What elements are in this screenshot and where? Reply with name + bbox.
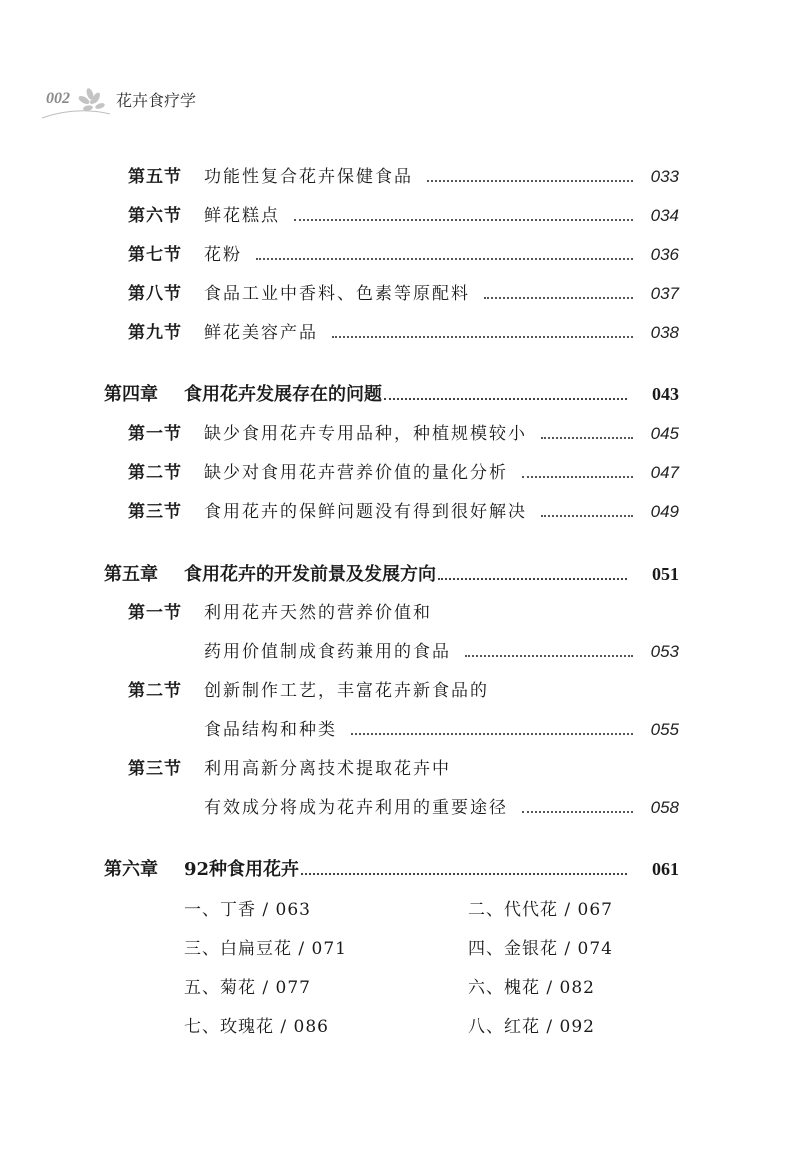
section-label: 第二节 [128,681,182,701]
toc-section-continuation[interactable] [204,715,679,740]
section-label: 第二节 [128,463,182,483]
section-page: 053 [650,642,679,661]
section-title: 食用花卉的保鲜问题没有得到很好解决 [204,502,527,522]
section-title-line2: 药用价值制成食药兼用的食品 [204,642,451,662]
section-label: 第六节 [128,206,182,226]
dot-leader [522,475,633,478]
section-page: 045 [650,424,679,443]
page-number: 002 [46,90,70,107]
section-page: 049 [650,502,679,521]
section-title: 缺少食用花卉专用品种，种植规模较小 [204,424,527,444]
toc-section-row[interactable] [128,676,489,701]
section-page: 047 [650,463,679,482]
section-label: 第五节 [128,167,182,187]
section-title: 创新制作工艺，丰富花卉新食品的 [204,681,489,701]
flower-entry-link[interactable]: 八、红花 / 092 [468,1017,595,1037]
section-title: 利用花卉天然的营养价值和 [204,603,432,623]
chapter-page: 061 [652,859,679,879]
section-title-line2: 食品结构和种类 [204,720,337,740]
section-title: 食品工业中香料、色素等原配料 [204,284,470,304]
chapter-label: 第五章 [104,564,158,585]
dot-leader [332,335,633,338]
toc-chapter-row[interactable] [104,380,679,406]
book-title: 花卉食疗学 [116,91,197,110]
toc-section-row[interactable] [128,162,679,187]
toc-section-row[interactable] [128,318,679,343]
section-page: 034 [650,206,679,225]
toc-section-row[interactable] [128,240,679,265]
section-label: 第三节 [128,502,182,522]
dot-leader [541,514,633,517]
toc-section-row[interactable] [128,279,679,304]
dot-leader [301,872,627,875]
section-title-line2: 有效成分将成为花卉利用的重要途径 [204,798,508,818]
toc-section-row[interactable] [128,754,451,779]
flower-entry-link[interactable]: 三、白扁豆花 / 071 [184,939,347,959]
toc-chapter-row[interactable] [104,855,679,881]
toc-section-row[interactable] [128,458,679,483]
dot-leader [294,218,633,221]
flower-entry-link[interactable]: 六、槐花 / 082 [468,978,595,998]
flower-entry-link[interactable]: 二、代代花 / 067 [468,900,613,920]
section-page: 038 [650,323,679,342]
dot-leader [351,732,633,735]
section-label: 第八节 [128,284,182,304]
section-page: 036 [650,245,679,264]
chapter-label: 第四章 [104,384,158,405]
flower-entry-link[interactable]: 四、金银花 / 074 [468,939,613,959]
flower-entry-link[interactable]: 五、菊花 / 077 [184,978,311,998]
dot-leader [522,810,633,813]
section-page: 055 [650,720,679,739]
section-label: 第一节 [128,603,182,623]
chapter-title: 食用花卉的开发前景及发展方向 [184,564,436,585]
toc-section-continuation[interactable] [204,637,679,662]
section-page: 058 [650,798,679,817]
section-label: 第九节 [128,323,182,343]
dot-leader [465,654,633,657]
section-title: 缺少对食用花卉营养价值的量化分析 [204,463,508,483]
chapter-page: 043 [652,384,679,404]
section-label: 第一节 [128,424,182,444]
section-title: 鲜花美容产品 [204,323,318,343]
flower-entry-link[interactable]: 七、玫瑰花 / 086 [184,1017,329,1037]
toc-section-continuation[interactable] [204,793,679,818]
toc-section-row[interactable] [128,598,432,623]
chapter-label: 第六章 [104,859,158,880]
dot-leader [427,179,633,182]
flower-entry-link[interactable]: 一、丁香 / 063 [184,900,311,920]
dot-leader [438,577,627,580]
section-page: 037 [650,284,679,303]
dot-leader [256,257,633,260]
toc-section-row[interactable] [128,497,679,522]
chapter-title: 食用花卉发展存在的问题 [184,384,382,405]
section-title: 功能性复合花卉保健食品 [204,167,413,187]
toc-chapter-row[interactable] [104,560,679,586]
dot-leader [484,296,633,299]
section-title: 鲜花糕点 [204,206,280,226]
section-title: 花粉 [204,245,242,265]
toc-section-row[interactable] [128,419,679,444]
dot-leader [541,436,633,439]
chapter-page: 051 [652,564,679,584]
chapter-title: 92种食用花卉 [184,859,300,880]
section-title: 利用高新分离技术提取花卉中 [204,759,451,779]
dot-leader [384,397,627,400]
section-label: 第三节 [128,759,182,779]
section-page: 033 [650,167,679,186]
toc-section-row[interactable] [128,201,679,226]
section-label: 第七节 [128,245,182,265]
